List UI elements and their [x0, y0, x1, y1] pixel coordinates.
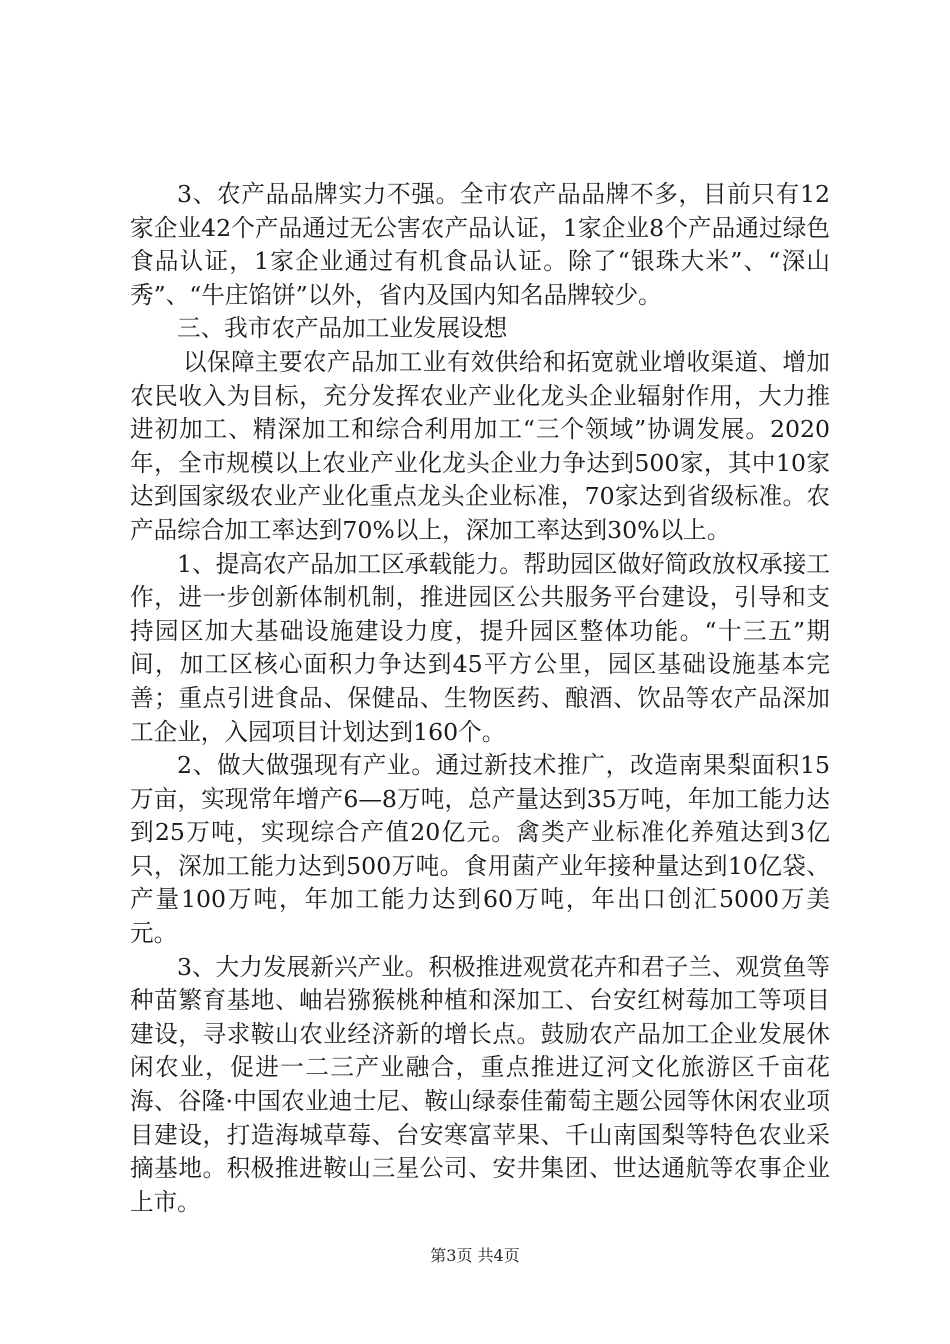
page-number: 第3页 共4页 [430, 1246, 520, 1265]
paragraph-brand-strength: 3、农产品品牌实力不强。全市农产品品牌不多，目前只有12家企业42个产品通过无公害农产品认证，1家企业8个产品通过绿色食品认证，1家企业通过有机食品认证。除了“银珠大米”、“深山秀”、“牛庄馅饼”以外，省内及国内知名品牌较少。 [130, 180, 830, 309]
paragraph-development-goals: 以保障主要农产品加工业有效供给和拓宽就业增收渠道、增加农民收入为目标，充分发挥农业产业化龙头企业辐射作用，大力推进初加工、精深加工和综合利用加工“三个领域”协调发展。2020年，全市规模以上农业产业化龙头企业力争达到500家，其中10家达到国家级农业产业化重点龙头企业标准，70家达到省级标准。农产品综合加工率达到70%以上，深加工率达到30%以上。 [130, 347, 830, 544]
paragraph-processing-zone: 1、提高农产品加工区承载能力。帮助园区做好简政放权承接工作，进一步创新体制机制，推进园区公共服务平台建设，引导和支持园区加大基础设施建设力度，提升园区整体功能。“十三五”期间，加工区核心面积力争达到45平方公里，园区基础设施基本完善；重点引进食品、保健品、生物医药、酿酒、饮品等农产品深加工企业，入园项目计划达到160个。 [130, 549, 830, 746]
paragraph-existing-industries: 2、做大做强现有产业。通过新技术推广，改造南果梨面积15万亩，实现常年增产6—8万吨，总产量达到35万吨，年加工能力达到25万吨，实现综合产值20亿元。禽类产业标准化养殖达到3亿只，深加工能力达到500万吨。食用菌产业年接种量达到10亿袋、产量100万吨，年加工能力达到60万吨，年出口创汇5000万美元。 [130, 751, 830, 948]
document-body [130, 178, 830, 1219]
section-heading: 三、我市农产品加工业发展设想 [177, 314, 508, 343]
paragraph-emerging-industries: 3、大力发展新兴产业。积极推进观赏花卉和君子兰、观赏鱼等种苗繁育基地、岫岩猕猴桃种植和深加工、台安红树莓加工等项目建设，寻求鞍山农业经济新的增长点。鼓励农产品加工企业发展休闲农业，促进一二三产业融合，重点推进辽河文化旅游区千亩花海、谷隆·中国农业迪士尼、鞍山绿泰佳葡萄主题公园等休闲农业项目建设，打造海城草莓、台安寒富苹果、千山南国梨等特色农业采摘基地。积极推进鞍山三星公司、安井集团、世达通航等农事企业上市。 [130, 952, 830, 1216]
